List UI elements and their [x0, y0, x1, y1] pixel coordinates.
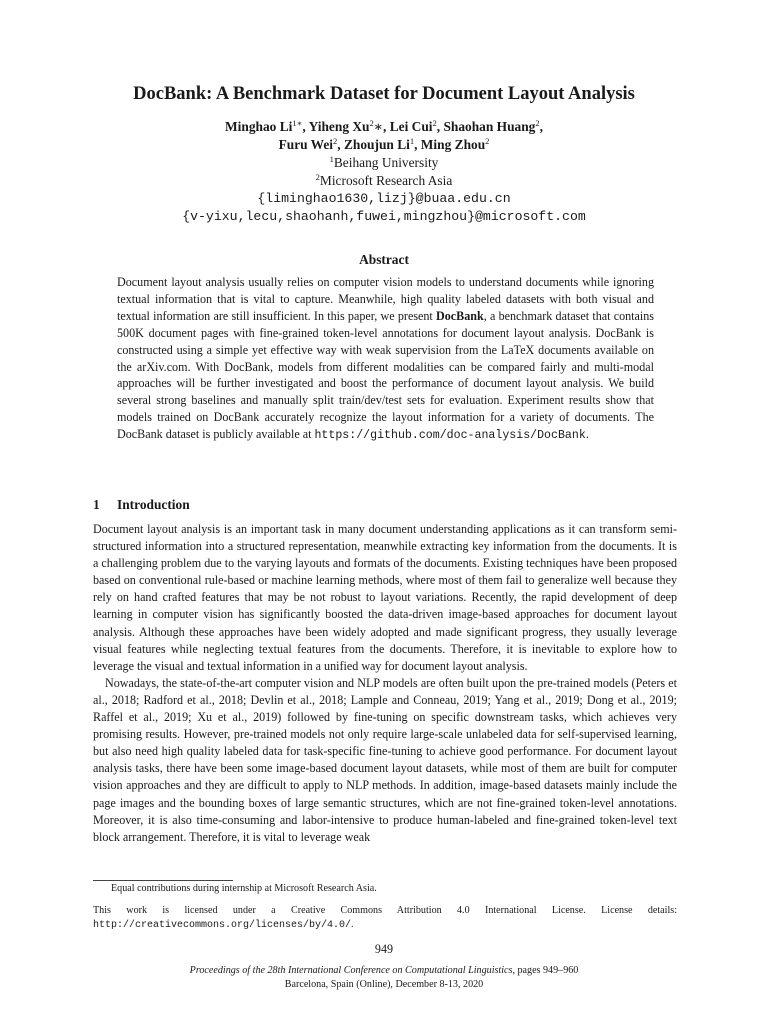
- email-2: {v-yixu,lecu,shaohanh,fuwei,mingzhou}@microsoft.com: [182, 209, 586, 224]
- section-title: Introduction: [117, 497, 190, 512]
- dataset-url-link[interactable]: https://github.com/doc-analysis/DocBank: [314, 429, 586, 443]
- author-affiliation-mark: 2: [535, 118, 540, 128]
- email-1: {liminghao1630,lizj}@buaa.edu.cn: [257, 191, 511, 206]
- affiliation-name: Microsoft Research Asia: [319, 173, 453, 188]
- paper-title: DocBank: A Benchmark Dataset for Document Layout Analysis: [133, 84, 635, 104]
- author-block: [0, 118, 768, 226]
- author-name: Ming Zhou: [420, 137, 486, 152]
- author-separator: ,: [539, 119, 543, 134]
- author-separator: ,: [302, 119, 309, 134]
- author-name: Lei Cui: [389, 119, 433, 134]
- abstract-text: [117, 274, 654, 445]
- affiliation-2: [0, 172, 768, 190]
- affiliation-name: Beihang University: [333, 155, 439, 170]
- license-url-link[interactable]: http://creativecommons.org/licenses/by/4.0/: [93, 919, 352, 931]
- author-affiliation-mark: 1∗: [292, 118, 303, 128]
- proceedings-location: Barcelona, Spain (Online), December 8-13, 2020: [284, 978, 484, 990]
- license-end: .: [351, 918, 354, 930]
- section-heading: [93, 496, 190, 514]
- author-name: Shaohan Huang: [443, 119, 536, 134]
- author-line-2: [0, 136, 768, 154]
- license-text: This work is licensed under a Creative Commons Attribution 4.0 International License. License details:: [93, 905, 677, 916]
- proceedings-line-1: [0, 964, 768, 978]
- author-affiliation-mark: 1: [409, 136, 415, 146]
- author-name: Zhoujun Li: [343, 137, 410, 152]
- author-line-1: [0, 118, 768, 136]
- abstract-text-end: .: [585, 427, 589, 442]
- author-name: Yiheng Xu: [308, 119, 370, 134]
- author-name: Minghao Li: [225, 119, 293, 134]
- section-number: 1: [93, 497, 100, 512]
- footnote-equal-contribution: Equal contributions during internship at Microsoft Research Asia.: [111, 883, 377, 894]
- abstract-dataset-name: DocBank: [436, 308, 484, 323]
- proceedings-pages: , pages 949–960: [512, 965, 579, 976]
- abstract-text-part: , a benchmark dataset that contains 500K document pages with fine-grained token-level annotations for document layout analysis. DocBank is constructed using a simple yet effective way with weak supervision from the LaTeX documents available on the arXiv.com. With DocBank, models from different modalities can be compared fairly and multi-modal approaches will be further investigated and boost the performance of document layout analysis. We build several strong baselines and manually split train/dev/test sets for evaluation. Experiment results show that models trained on DocBank accurately recognize the layout information for a variety of documents. The DocBank dataset is publicly available at: [117, 308, 655, 442]
- author-affiliation-mark: 2: [432, 118, 437, 128]
- abstract-heading: Abstract: [359, 252, 409, 267]
- author-separator: ,: [414, 137, 421, 152]
- abstract-text-part: Document layout analysis usually relies on computer vision models to understand documents while ignoring textual information that is vital to capture. Meanwhile, high quality labeled datasets with both visual and textual information are still insufficient. In this paper, we present: [117, 275, 654, 323]
- author-affiliation-mark: 2: [485, 136, 490, 146]
- body-paragraph: Document layout analysis is an important task in many document understanding applications as it can transform semi-structured information into a structured representation, meanwhile extracting key information from the documents. It is a challenging problem due to the varying layouts and formats of the documents. Existing techniques have been proposed based on conventional rule-based or machine learning methods, where most of them fail to generalize well because they rely on hand crafted features that may be not robust to layout variations. Recently, the rapid development of deep learning in computer vision has significantly boosted the data-driven image-based approaches for document layout analysis. Although these approaches have been widely adopted and made significant progress, they usually leverage visual features while neglecting textual features from the documents. Therefore, it is inevitable to explore how to leverage the visual and textual information in a unified way for document layout analysis.: [93, 522, 677, 673]
- author-name: Furu Wei: [278, 137, 334, 152]
- author-separator: ∗,: [373, 119, 390, 134]
- author-separator: ,: [337, 137, 344, 152]
- affiliation-mark: 2: [315, 172, 320, 182]
- proceedings-venue: Proceedings of the 28th International Conference on Computational Linguistics: [189, 965, 513, 976]
- affiliation-mark: 1: [329, 154, 334, 164]
- affiliation-1: [0, 154, 768, 172]
- author-affiliation-mark: 2: [369, 118, 374, 128]
- introduction-body: [93, 521, 677, 846]
- author-affiliation-mark: 2: [333, 136, 338, 146]
- author-separator: ,: [436, 119, 444, 134]
- proceedings-footer: [0, 964, 768, 991]
- footnote-license: [93, 904, 677, 932]
- footnote-rule: [93, 880, 233, 881]
- page-number: 949: [374, 942, 394, 956]
- body-paragraph: Nowadays, the state-of-the-art computer vision and NLP models are often built upon the pre-trained models (Peters et al., 2018; Radford et al., 2018; Devlin et al., 2018; Lample and Conneau, 2019; Yang et al., 2019; Dong et al., 2019; Raffel et al., 2019; Xu et al., 2019) followed by fine-tuning on specific downstream tasks, which achieves very promising results. However, pre-trained models not only require large-scale unlabeled data for self-supervised learning, but also need high quality labeled data for task-specific fine-tuning to achieve good performance. For document layout analysis tasks, there have been some image-based document layout datasets, while most of them are built for computer vision approaches and they are difficult to apply to NLP methods. In addition, image-based datasets mainly include the page images and the bounding boxes of large semantic structures, which are not fine-grained token-level annotations. Moreover, it is also time-consuming and labor-intensive to produce human-labeled and fine-grained token-level text block arrangement. Therefore, it is vital to leverage weak: [93, 675, 677, 844]
